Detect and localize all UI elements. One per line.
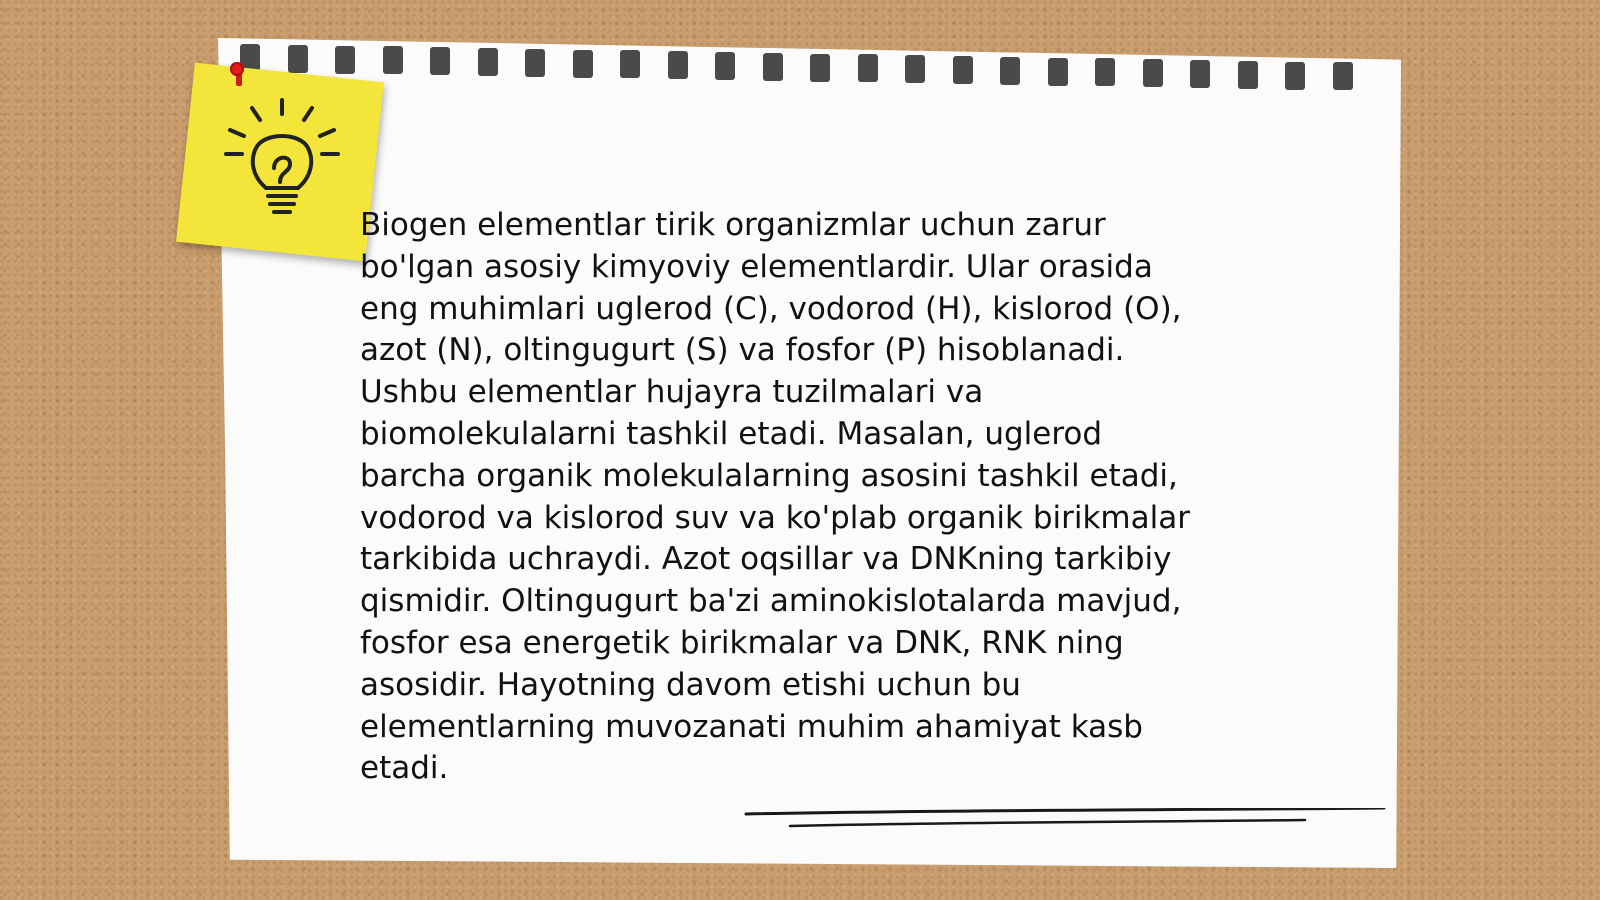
spiral-hole: [335, 46, 355, 74]
spiral-hole: [1143, 59, 1163, 87]
spiral-hole: [1000, 57, 1020, 85]
spiral-hole: [715, 52, 735, 80]
spiral-hole: [858, 54, 878, 82]
spiral-hole: [1190, 60, 1210, 88]
spiral-holes: [240, 44, 1380, 74]
body-paragraph: Biogen elementlar tirik organizmlar uchun zarur bo'lgan asosiy kimyoviy elementlardir. Ular orasida eng muhimlari uglerod (C), vodorod (H), kislorod (O), azot (N), oltingugurt (S) va fosfor (P) hisoblanadi. Ushbu elementlar hujayra tuzilmalari va biomolekulalarni tashkil etadi. Masalan, uglerod barcha organik molekulalarning asosini tashkil etadi, vodorod va kislorod suv va ko'plab organik birikmalar tarkibida uchraydi. Azot oqsillar va DNKning tarkibiy qismidir. Oltingugurt ba'zi aminokislotalarda mavjud, fosfor esa energetik birikmalar va DNK, RNK ning asosidir. Hayotning davom etishi uchun bu elementlarning muvozanati muhim ahamiyat kasb etadi.: [360, 207, 1190, 787]
spiral-hole: [1333, 62, 1353, 90]
spiral-hole: [668, 51, 688, 79]
spiral-hole: [763, 53, 783, 81]
spiral-hole: [525, 49, 545, 77]
lightbulb-icon: [222, 96, 342, 226]
spiral-hole: [288, 45, 308, 73]
spiral-hole: [953, 56, 973, 84]
spiral-hole: [1048, 58, 1068, 86]
spiral-hole: [905, 55, 925, 83]
spiral-hole: [1238, 61, 1258, 89]
push-pin-icon: [230, 62, 244, 76]
spiral-hole: [810, 54, 830, 82]
spiral-hole: [478, 48, 498, 76]
spiral-hole: [383, 46, 403, 74]
spiral-hole: [430, 47, 450, 75]
decorative-underline: [740, 808, 1390, 838]
spiral-hole: [1285, 62, 1305, 90]
spiral-hole: [573, 50, 593, 78]
spiral-hole: [620, 50, 640, 78]
spiral-hole: [1095, 58, 1115, 86]
